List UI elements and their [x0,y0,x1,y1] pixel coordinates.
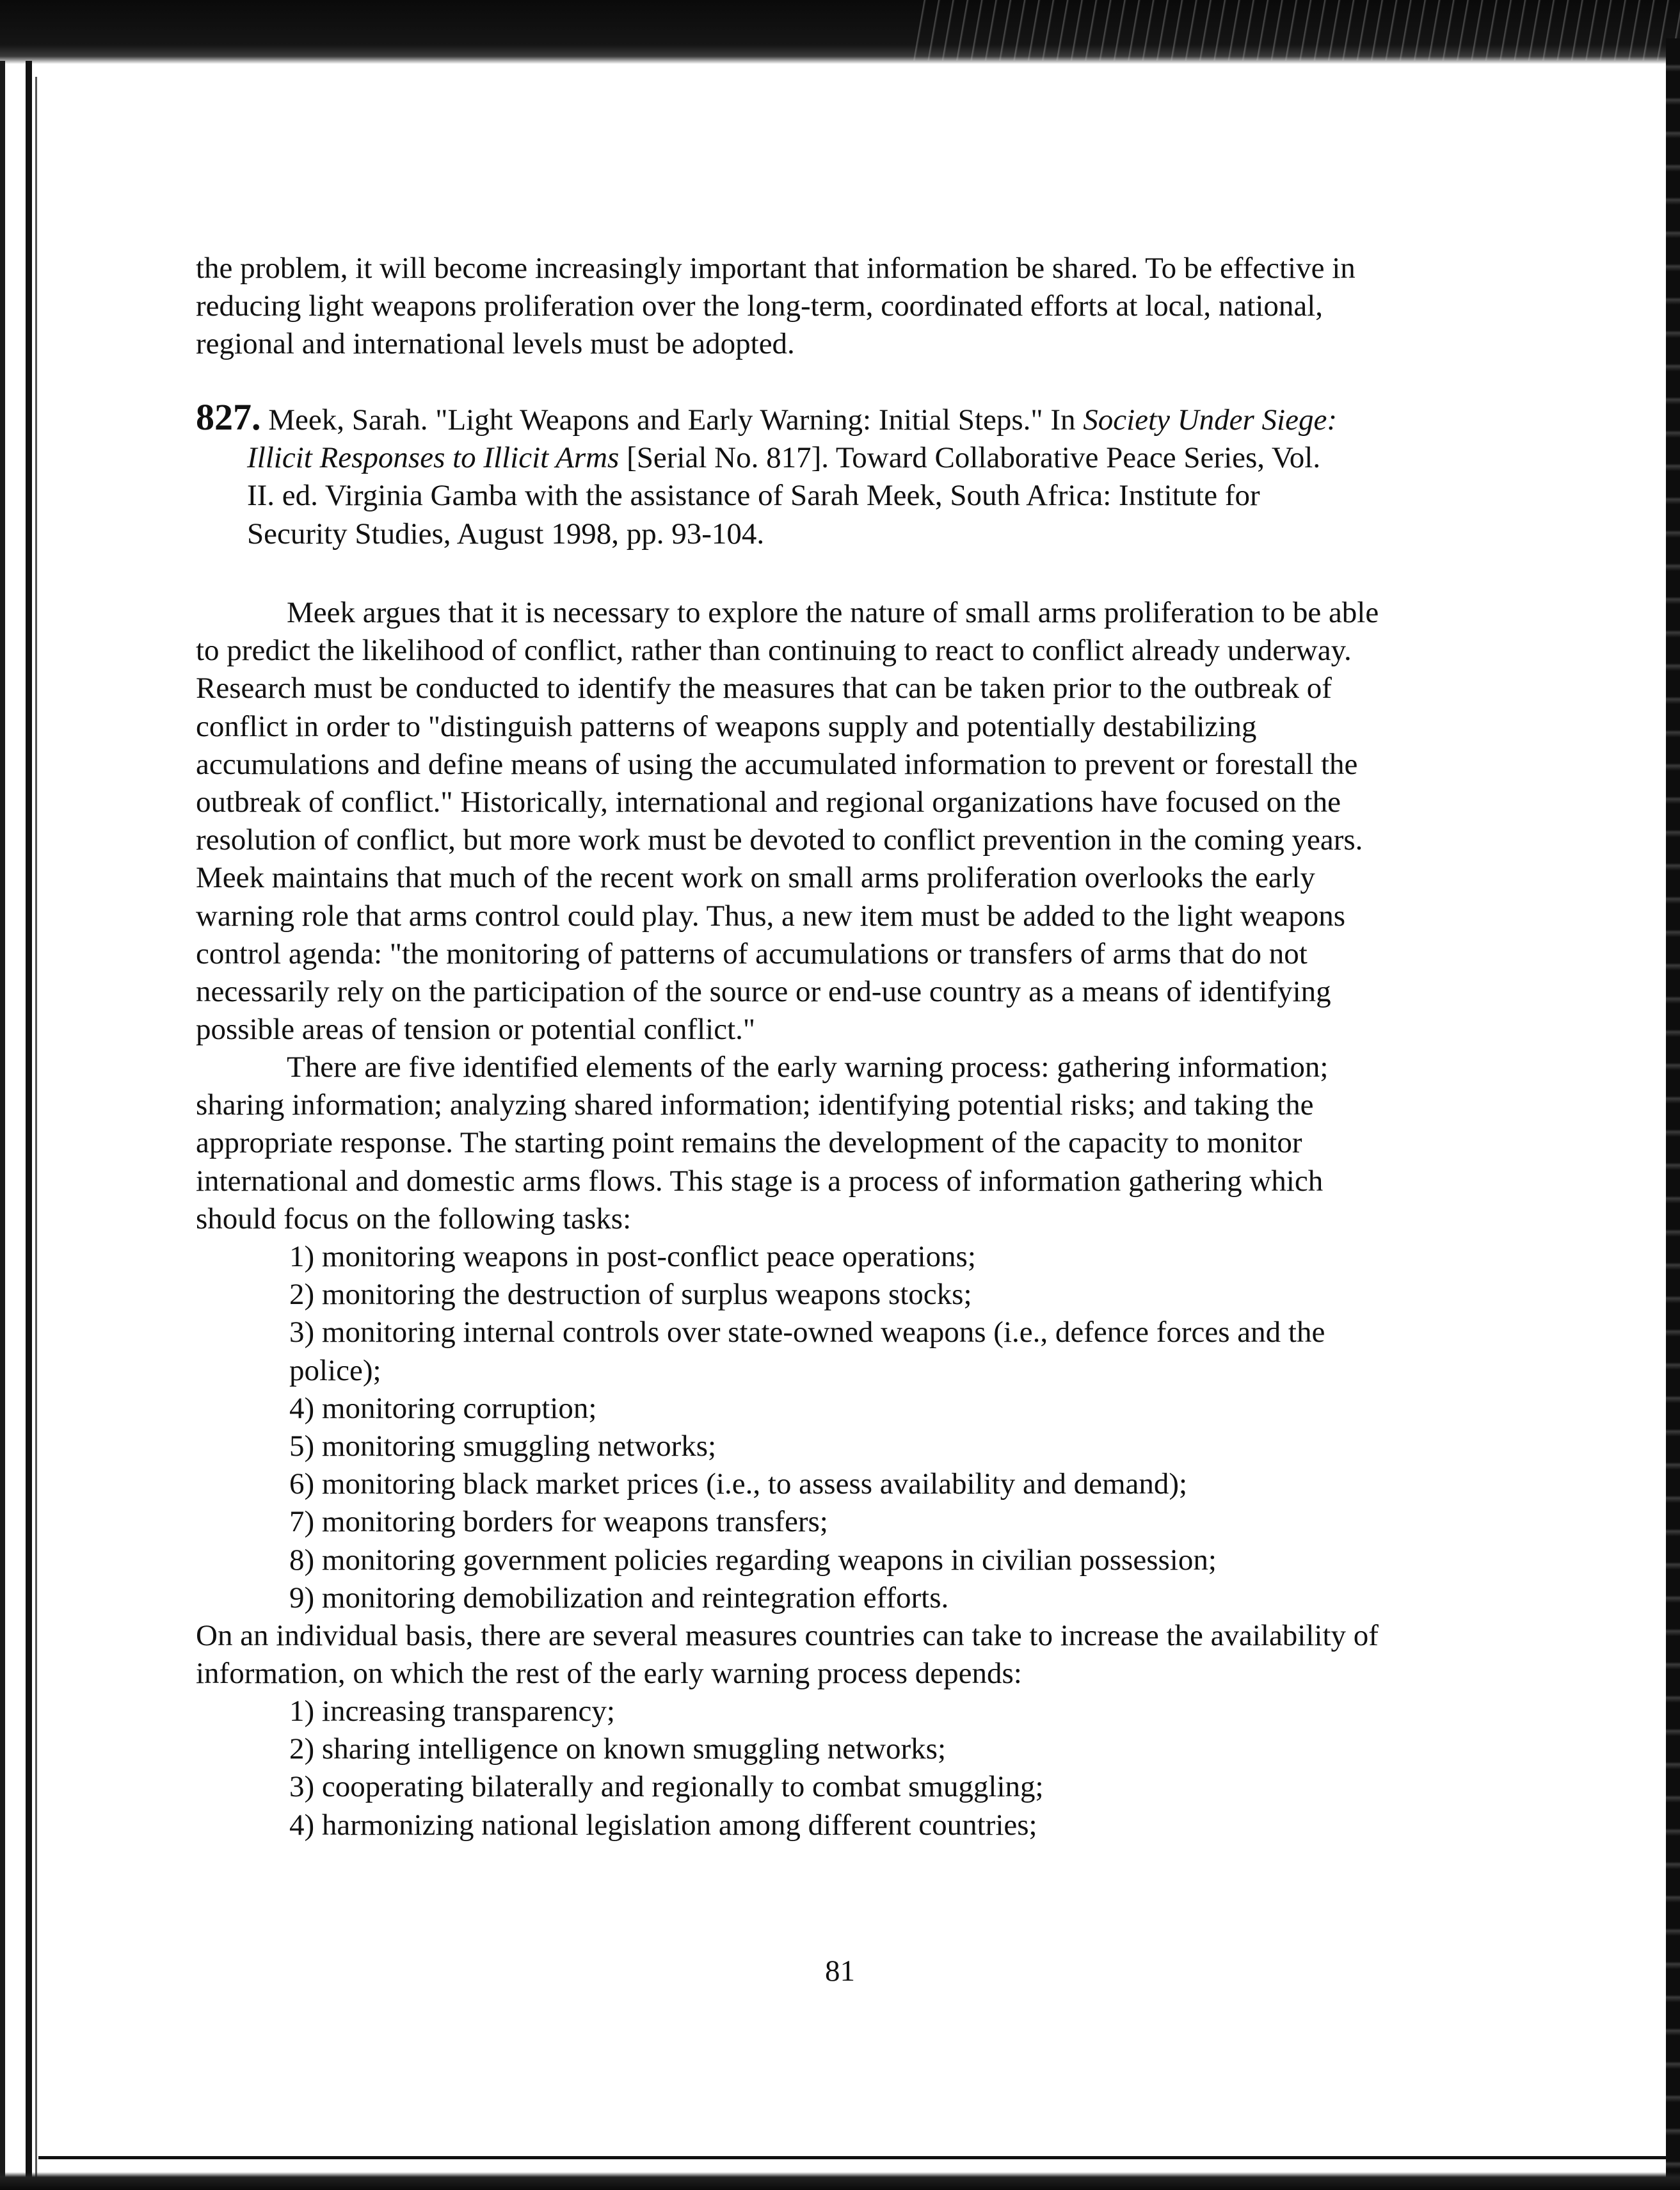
text-line: On an individual basis, there are several measures countries can take to increase the availability of [196,1619,1379,1652]
measures-list [196,1693,1476,1844]
text-line: There are five identified elements of the early warning process: gathering information; [287,1051,1329,1084]
text-line: accumulations and define means of using the accumulated information to prevent or forestall the [196,747,1358,781]
citation-line: II. ed. Virginia Gamba with the assistance of Sarah Meek, South Africa: Institute for [247,479,1260,513]
list-item: 1) monitoring weapons in post-conflict peace operations; [289,1240,976,1273]
task-list [196,1238,1476,1617]
text-line: reducing light weapons proliferation over the long-term, coordinated efforts at local, national, [196,289,1324,323]
list-item: 5) monitoring smuggling networks; [289,1429,717,1463]
list-item: 8) monitoring government policies regarding weapons in civilian possession; [289,1543,1217,1577]
list-item: 6) monitoring black market prices (i.e., to assess availability and demand); [289,1467,1188,1501]
text-line: Meek argues that it is necessary to explore the nature of small arms proliferation to be able [287,596,1379,629]
text-line: the problem, it will become increasingly important that information be shared. To be effective in [196,252,1356,285]
text-line: should focus on the following tasks: [196,1202,632,1236]
body-paragraph-2 [196,1049,1476,1238]
list-item: 3) monitoring internal controls over state-owned weapons (i.e., defence forces and the [289,1316,1325,1349]
text-line: warning role that arms control could play. Thus, a new item must be added to the light weapons [196,899,1346,933]
text-line: outbreak of conflict." Historically, international and regional organizations have focused on the [196,785,1341,819]
list-item: 4) harmonizing national legislation among different countries; [289,1808,1037,1842]
citation-author-title: Meek, Sarah. "Light Weapons and Early Warning: Initial Steps." In [260,403,1084,437]
text-line: regional and international levels must be adopted. [196,327,795,361]
text-line: necessarily rely on the participation of the source or end-use country as a means of identifying [196,975,1331,1009]
text-line: to predict the likelihood of conflict, rather than continuing to react to conflict already underway. [196,634,1352,668]
citation-book-subtitle: Illicit Responses to Illicit Arms [247,441,620,475]
text-line: information, on which the rest of the early warning process depends: [196,1657,1022,1691]
citation-line: Security Studies, August 1998, pp. 93-104. [247,517,765,551]
page-number: 81 [825,1954,855,1988]
intro-paragraph [196,250,1476,364]
citation-book-title: Society Under Siege: [1083,403,1337,437]
list-item: 4) monitoring corruption; [289,1391,597,1425]
list-item: 1) increasing transparency; [289,1695,615,1728]
text-line: Research must be conducted to identify the measures that can be taken prior to the outbreak of [196,672,1332,705]
citation-line [196,398,1476,439]
body-paragraph-1 [196,594,1476,1049]
text-line: international and domestic arms flows. This stage is a process of information gathering which [196,1164,1324,1198]
text-line: resolution of conflict, but more work must be devoted to conflict prevention in the coming years. [196,823,1363,857]
text-line: conflict in order to "distinguish patterns of weapons supply and potentially destabilizing [196,709,1257,743]
text-line: possible areas of tension or potential conflict." [196,1013,756,1047]
list-item-continuation: police); [289,1353,381,1387]
list-item: 9) monitoring demobilization and reintegration efforts. [289,1581,949,1614]
list-item: 3) cooperating bilaterally and regionally to combat smuggling; [289,1770,1044,1804]
text-line: control agenda: "the monitoring of patterns of accumulations or transfers of arms that do not [196,937,1308,970]
text-line: appropriate response. The starting point remains the development of the capacity to monitor [196,1126,1302,1160]
text-line: sharing information; analyzing shared information; identifying potential risks; and taking the [196,1088,1314,1122]
body-paragraph-3 [196,1617,1476,1693]
citation-entry [196,398,1476,553]
citation-number: 827. [196,396,261,438]
list-item: 2) monitoring the destruction of surplus weapons stocks; [289,1278,972,1312]
citation-line [196,439,1476,477]
citation-series: [Serial No. 817]. Toward Collaborative Peace Series, Vol. [619,441,1321,475]
list-item: 7) monitoring borders for weapons transfers; [289,1505,828,1539]
text-line: Meek maintains that much of the recent work on small arms proliferation overlooks the early [196,861,1315,895]
list-item: 2) sharing intelligence on known smuggling networks; [289,1732,947,1766]
